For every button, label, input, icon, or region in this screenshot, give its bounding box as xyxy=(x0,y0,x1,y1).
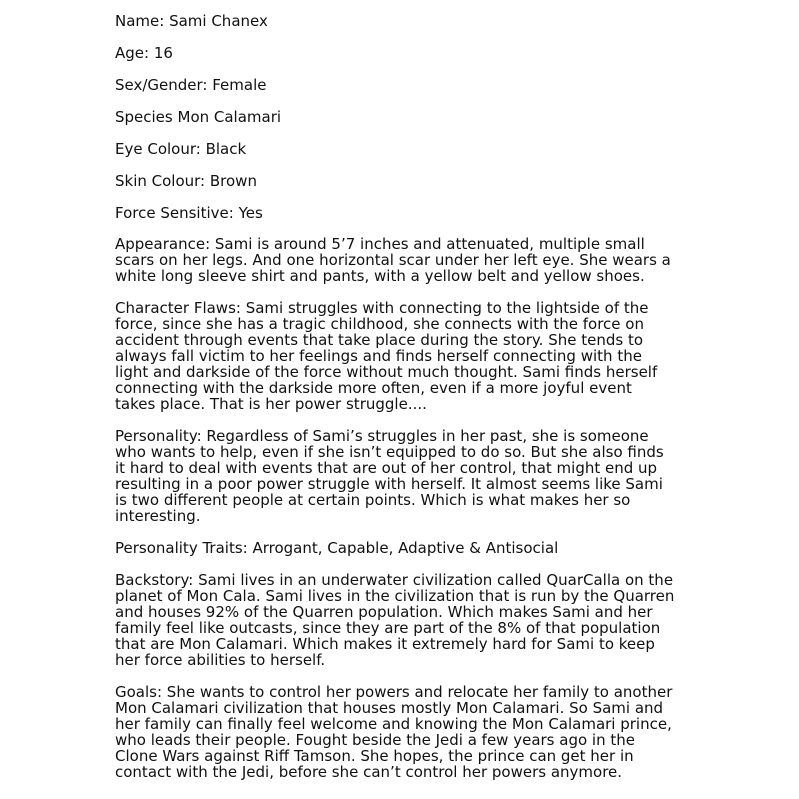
sex-gender-line: Sex/Gender: Female xyxy=(115,76,267,94)
appearance-paragraph: Appearance: Sami is around 5’7 inches and attenuated, multiple small scars on her legs. And one horizontal scar under her left eye. She wears a white long sleeve shirt and pants, with a yellow belt and yellow shoes. xyxy=(115,235,671,285)
character-sheet xyxy=(115,12,675,796)
skin-colour-line: Skin Colour: Brown xyxy=(115,172,257,190)
age-line: Age: 16 xyxy=(115,44,173,62)
goals-paragraph: Goals: She wants to control her powers and relocate her family to another Mon Calamari civilization that houses mostly Mon Calamari. So Sami and her family can finally feel welcome and knowing the Mon Calamari prince, who leads their people. Fought beside the Jedi a few years ago in the Clone Wars against Riff Tamson. She hopes, the prince can get her in contact with the Jedi, before she can’t control her powers anymore. xyxy=(115,683,673,781)
backstory-paragraph: Backstory: Sami lives in an underwater civilization called QuarCalla on the planet of Mon Cala. Sami lives in the civilization that is run by the Quarren and houses 92% of the Quarren population. Which makes Sami and her family feel like outcasts, since they are part of the 8% of that population that are Mon Calamari. Which makes it extremely hard for Sami to keep her force abilities to herself. xyxy=(115,571,675,669)
name-line: Name: Sami Chanex xyxy=(115,12,268,30)
character-flaws-paragraph: Character Flaws: Sami struggles with connecting to the lightside of the force, since she has a tragic childhood, she connects with the force on accident through events that take place during the story. She tends to always fall victim to her feelings and finds herself connecting with the light and darkside of the force without much thought. Sami finds herself connecting with the darkside more often, even if a more joyful event takes place. That is her power struggle.... xyxy=(115,299,658,413)
species-line: Species Mon Calamari xyxy=(115,108,282,126)
force-sensitive-line: Force Sensitive: Yes xyxy=(115,204,263,222)
eye-colour-line: Eye Colour: Black xyxy=(115,140,247,158)
personality-paragraph: Personality: Regardless of Sami’s struggles in her past, she is someone who wants to help, even if she isn’t equipped to do so. But she also finds it hard to deal with events that are out of her control, that might end up resulting in a poor power struggle with herself. It almost seems like Sami is two different people at certain points. Which is what makes her so interesting. xyxy=(115,427,664,525)
personality-traits-line: Personality Traits: Arrogant, Capable, Adaptive & Antisocial xyxy=(115,539,559,557)
